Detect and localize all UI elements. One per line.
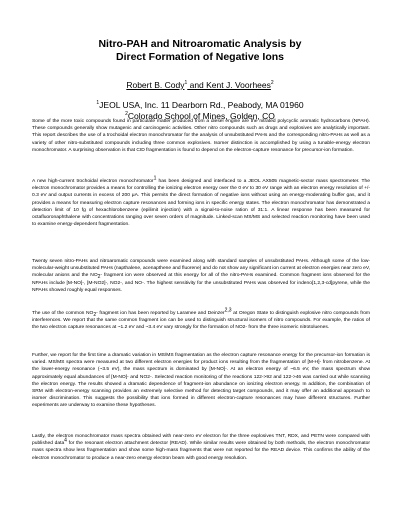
author-name-2: and Kent J. Voorhees [187, 80, 271, 90]
paragraph-6-text-a: Lastly, the electron monochromator mass spectra obtained with near-zero eV electron for the three explosives TNT, RDX, and PETN were compared with published data [32, 434, 370, 447]
paragraph-3 [32, 258, 370, 294]
affiliation-2-mark: 2 [125, 110, 128, 117]
paragraph-4 [32, 307, 370, 332]
paragraph-4-sub: 2 [93, 311, 97, 318]
affiliation-1-mark: 1 [96, 100, 100, 107]
paragraph-1: Some of the more toxic compounds found in particulate matter produced from a diesel engine are the nitrated polycyclic aromatic hydrocarbons (NPAH). These compounds generally show mutagenic and carcinogenic activities. Other nitro compounds such as drugs and explosives are analytically important. This report describes the use of a trochoidal electron monochromator for the analysis of unsubstituted PAHs and the corresponding nitro-PAHs as well as a variety of other nitro-substituted compounds including three common explosives. Isomer distinction is accomplished by using a tunable-energy electron monochromator. A surprising observation is that CID fragmentation is found to depend on the electron-capture resonance for precursor-ion formation. [32, 119, 370, 153]
paragraph-3-text-b: - fragment ion were observed at this energy for all of the nitro-PAHs examined. Common fragment ions observed for the NPAHs include [M-NO]-, [M-NO2]-, NO2-, and NO-. The highest sensitivity for the unsubstituted PAHs was observed for indeno[1,2,3-cd]pyrene, while the NPAHs showed roughly equal responses. [32, 273, 370, 293]
paragraph-3-text-a: Twenty seven nitro-PAHs and nitroaromatic compounds were examined along with standard samples of unsubstituted PAHs. Although some of the low-molecular-weight unsubstituted PAHs (napthalene, acenapthene and fluorene) and do not show any significant ion current at electron energies near zero eV, molecular anions and the NO [32, 259, 370, 279]
affiliation-1 [60, 100, 340, 111]
affiliation-2-text: Colorado School of Mines, Golden, CO [127, 110, 275, 121]
paragraph-4-text-c: at Oregon State to distinguish explosive nitro compounds from interferences. We report that the same common fragment ion can be used to distinguish structural isomers of nitro compounds. For example, the ratios of the two electron capture resonances at ~1.2 eV and ~3.4 eV vary strongly for the formation of NO2- from the three isomeric nitrotoluenes. [32, 311, 370, 331]
author-line [60, 80, 340, 91]
author-2-affil-mark: 2 [270, 80, 274, 87]
paragraph-6-ref: 4 [64, 437, 67, 444]
author-name-1: Robert B. Cody [126, 80, 185, 90]
paragraph-2 [32, 175, 370, 228]
paragraph-3-sub: 2 [97, 274, 101, 281]
paragraph-6 [32, 433, 370, 462]
title-line-1: Nitro-PAH and Nitroaromatic Analysis by [98, 38, 302, 50]
title-line-2: Direct Formation of Negative Ions [115, 51, 285, 63]
paragraph-2-ref: 1 [153, 175, 157, 182]
paper-title [60, 38, 340, 64]
paragraph-4-text-b: - fragment ion has been reported by Laramee and Deinzer [96, 311, 225, 316]
paragraph-2-text-a: A new high-current trochoidal electron monochromator [32, 179, 154, 184]
paragraph-5: Further, we report for the first time a dramatic variation in MS/MS fragmentation as the electron capture resonance energy for the precursor-ion formation is varied. MS/MS spectra were measured at two different electron energies for product ions resulting from the fragmentation of [M-H]- from nitrobenzene. At the lower-energy resonance (~3.5 eV), the mass spectrum is dominated by [M-NO]-. At an electron energy of ~6.5 eV, the mass spectrum show approximately equal abundances of [M-NO]- and NO2-. Selected reaction monitoring of the reactions 122->92 and 122->46 was carried out while scanning the electron energy. The results showed a dramatic dependence of fragment-ion abundance on ionizing electron energy. In addition, the combination of SRM with electron-energy scanning provides an extremely selective method for detecting target compounds, and it may offer an additional approach to isomer discrimination. This suggests the possibility that ions formed in different electron-capture resonances may have different structures. Further experiments are underway to examine these hypotheses. [32, 353, 370, 409]
paragraph-4-ref: 2,3 [224, 307, 232, 314]
paragraph-4-text-a: The use of the common NO [32, 311, 94, 316]
affiliation-1-text: JEOL USA, Inc. 11 Dearborn Rd., Peabody, MA 01960 [99, 100, 304, 110]
paragraph-6-text-b: for the resonant electron attachment detector (READ). While similar results were obtained by both methods, the electron monochromator mass spectra show less fragmentation and show some high-mass fragments that were not reported for the READ device. This confirms the ability of the electron monochromator to produce a near-zero energy electron beam with good energy resolution. [32, 441, 370, 461]
author-1-affil-mark: 1 [184, 80, 188, 87]
paragraph-2-text-b: has been designed and interfaced to a JEOL AX505 magnetic-sector mass spectrometer. The electron monochromator provides a means for controlling the ionizing electron energy over the 0 eV to 30 eV range with an electron energy resolution of +/- 0.3 eV and output currents in excess of 200 μA. This permits the direct formation of negative ions without using an energy-moderating buffer gas, and it provides a means for measuring electron capture resonances and forming ions in specific energy states. The electron monochromator has demonstrated a detection limit of 10 fg of hexachlorobenzene (epilimit injection) with a signal-to-noise ration of 31:1. A linear response has been measured for octafluoronaphthalene with concentrations ranging over seven orders of magnitude. Linked-scan MS/MS and selected reaction monitoring have been used to examine energy-dependent fragmentation. [32, 179, 370, 228]
